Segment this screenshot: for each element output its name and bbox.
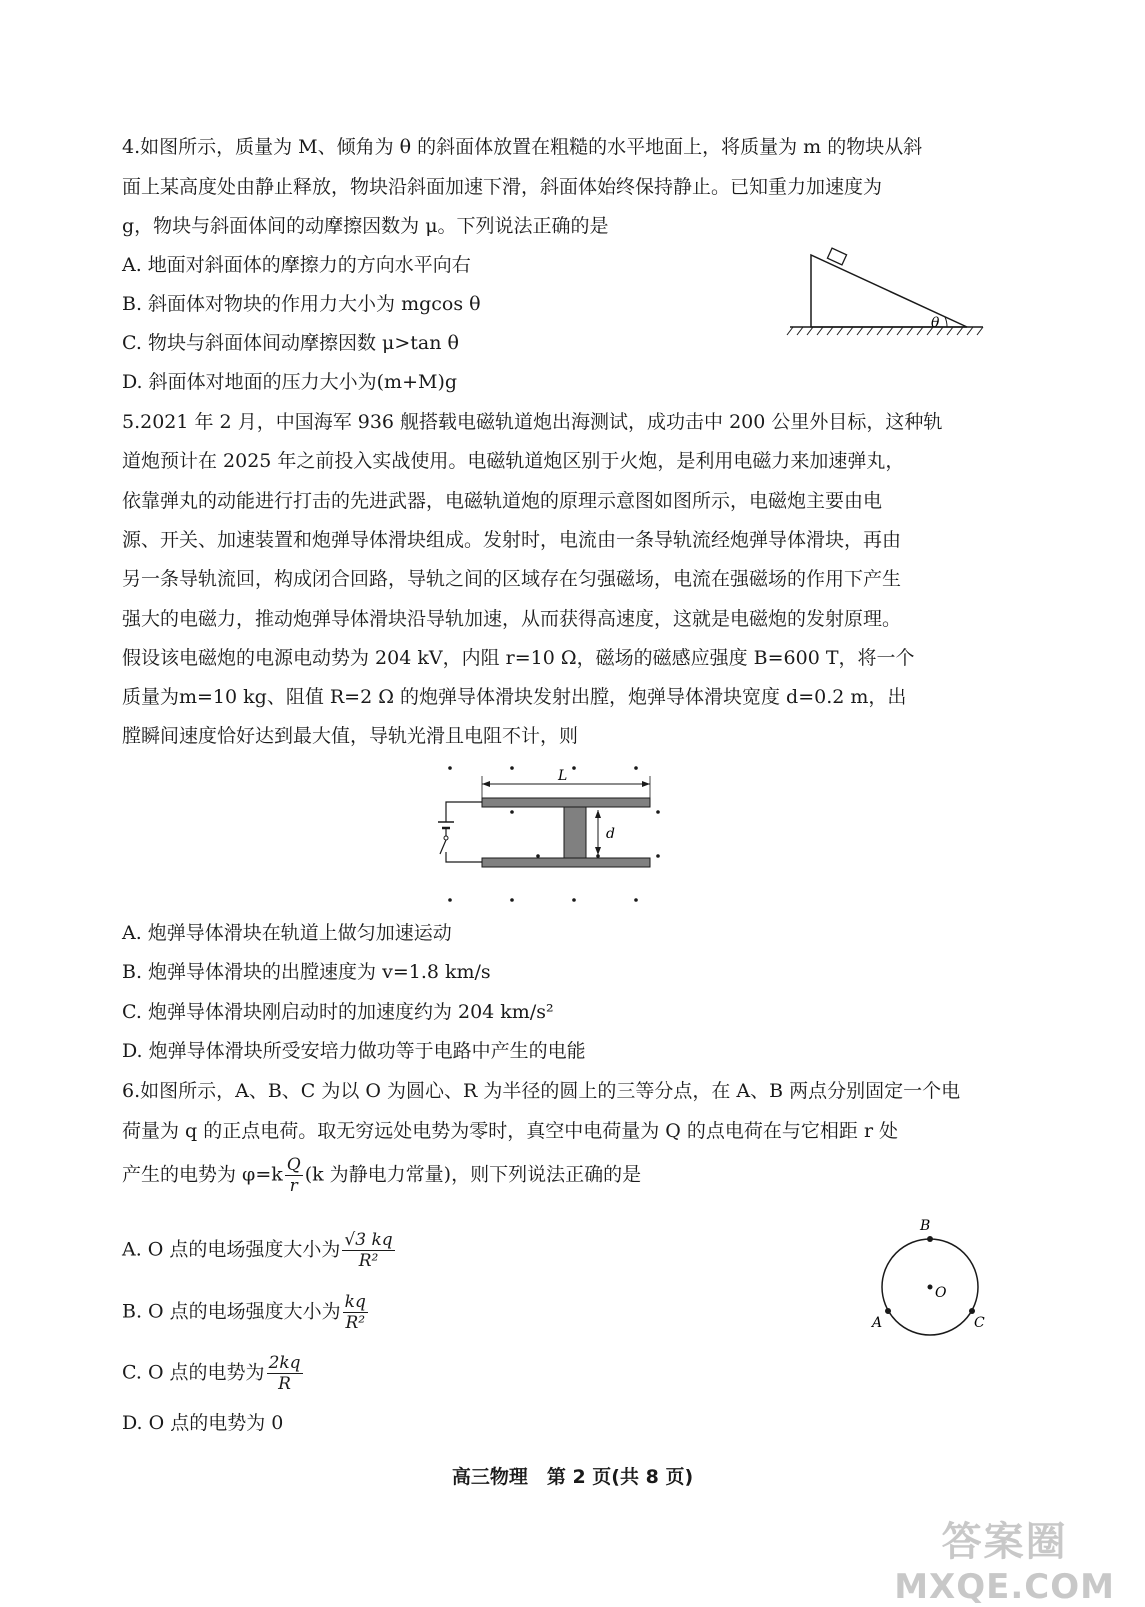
- q5-stem-line-6: 强大的电磁力，推动炮弹导体滑块沿导轨加速，从而获得高速度，这就是电磁炮的发射原理。: [122, 608, 902, 630]
- upper-rail: [482, 798, 650, 807]
- option-prefix: B. O 点的电场强度大小为: [122, 1300, 341, 1323]
- fraction-numerator: kq: [344, 1292, 366, 1312]
- q5-stem-line-4: 源、开关、加速装置和炮弹导体滑块组成。发射时，电流由一条导轨流经炮弹导体滑块，再由: [122, 529, 902, 551]
- q5-stem-line-7: 假设该电磁炮的电源电动势为 204 kV，内阻 r=10 Ω，磁场的磁感应强度 B=600 T，将一个: [122, 647, 915, 669]
- option-fraction: [342, 1230, 394, 1271]
- q6-stem-line-3: [122, 1155, 641, 1196]
- option-fraction: [267, 1353, 303, 1394]
- q5-stem-line-2: 道炮预计在 2025 年之前投入实战使用。电磁轨道炮区别于火炮，是利用电磁力来加速弹丸，: [122, 450, 905, 472]
- q4-stem-line-3: g，物块与斜面体间的动摩擦因数为 μ。下列说法正确的是: [122, 215, 609, 237]
- label-o: O: [935, 1285, 947, 1301]
- potential-fraction: [285, 1155, 303, 1196]
- q5-option-c: C. 炮弹导体滑块刚启动时的加速度约为 204 km/s²: [122, 1001, 554, 1023]
- magnetic-field-dots: [448, 766, 660, 902]
- option-prefix: A. O 点的电场强度大小为: [122, 1238, 341, 1261]
- label-b: B: [920, 1218, 931, 1234]
- q4-option-b: B. 斜面体对物块的作用力大小为 mgcos θ: [122, 293, 481, 315]
- q6-option-b: [122, 1292, 370, 1333]
- railgun-figure: [430, 760, 680, 910]
- fraction-numerator: √3 kq: [344, 1230, 393, 1250]
- q5-option-a: A. 炮弹导体滑块在轨道上做匀加速运动: [122, 922, 452, 944]
- watermark: [894, 1510, 1115, 1607]
- lower-rail: [482, 858, 650, 867]
- fraction-numerator: Q: [286, 1155, 301, 1175]
- q5-stem-line-5: 另一条导轨流回，构成闭合回路，导轨之间的区域存在匀强磁场，电流在强磁场的作用下产生: [122, 568, 902, 590]
- fraction-denominator: r: [289, 1176, 298, 1196]
- label-c: C: [974, 1315, 985, 1331]
- fraction-denominator: R: [278, 1374, 291, 1394]
- point-o: [928, 1285, 933, 1290]
- projectile-slider: [564, 807, 586, 858]
- q4-stem-line-1: 4.如图所示，质量为 M、倾角为 θ 的斜面体放置在粗糙的水平地面上，将质量为 m 的物块从斜: [122, 136, 923, 158]
- q5-option-b: B. 炮弹导体滑块的出膛速度为 v=1.8 km/s: [122, 961, 491, 983]
- q5-option-d: D. 炮弹导体滑块所受安培力做功等于电路中产生的电能: [122, 1040, 586, 1062]
- block-on-incline: [827, 248, 846, 265]
- q6-option-d: D. O 点的电势为 0: [122, 1412, 284, 1434]
- point-c: [969, 1308, 975, 1314]
- switch: [440, 840, 446, 854]
- fraction-numerator: 2kq: [268, 1353, 301, 1373]
- label-a: A: [872, 1315, 883, 1331]
- fraction-denominator: R²: [345, 1313, 366, 1333]
- fraction-denominator: R²: [358, 1251, 379, 1271]
- q4-option-d: D. 斜面体对地面的压力大小为(m+M)g: [122, 371, 458, 393]
- q5-stem-line-9: 膛瞬间速度恰好达到最大值，导轨光滑且电阻不计，则: [122, 725, 579, 747]
- q6-option-c: [122, 1353, 305, 1394]
- q5-stem-line-1: 5.2021 年 2 月，中国海军 936 舰搭载电磁轨道炮出海测试，成功击中 200 公里外目标，这种轨: [122, 411, 943, 433]
- q4-option-c: C. 物块与斜面体间动摩擦因数 μ>tan θ: [122, 332, 459, 354]
- incline-figure: [785, 245, 985, 340]
- q5-stem-line-3: 依靠弹丸的动能进行打击的先进武器，电磁轨道炮的原理示意图如图所示，电磁炮主要由电: [122, 490, 883, 512]
- option-prefix: C. O 点的电势为: [122, 1361, 265, 1384]
- q5-stem-line-8: 质量为m=10 kg、阻值 R=2 Ω 的炮弹导体滑块发射出膛，炮弹导体滑块宽度 d=0.2 m，出: [122, 686, 907, 708]
- q6-line3-suffix: (k 为静电力常量)，则下列说法正确的是: [304, 1163, 642, 1186]
- watermark-line-1: 答案圈: [941, 1519, 1068, 1565]
- watermark-line-2: MXQE.COM: [894, 1567, 1115, 1607]
- width-label: d: [606, 826, 615, 842]
- q6-stem-line-2: 荷量为 q 的正点电荷。取无穷远处电势为零时，真空中电荷量为 Q 的点电荷在与它相距 r 处: [122, 1120, 899, 1142]
- q6-option-a: [122, 1230, 397, 1271]
- length-label: L: [558, 768, 568, 784]
- page-footer: 高三物理 第 2 页(共 8 页): [451, 1466, 694, 1488]
- q6-line3-prefix: 产生的电势为 φ=k: [122, 1163, 283, 1186]
- point-b: [927, 1236, 933, 1242]
- q4-stem-line-2: 面上某高度处由静止释放，物块沿斜面加速下滑，斜面体始终保持静止。已知重力加速度为: [122, 176, 883, 198]
- theta-label: θ: [931, 315, 940, 331]
- point-a: [885, 1308, 891, 1314]
- circle-figure: [860, 1215, 1000, 1345]
- option-fraction: [343, 1292, 368, 1333]
- q4-option-a: A. 地面对斜面体的摩擦力的方向水平向右: [122, 254, 471, 276]
- q6-stem-line-1: 6.如图所示，A、B、C 为以 O 为圆心、R 为半径的圆上的三等分点，在 A、B 两点分别固定一个电: [122, 1080, 961, 1102]
